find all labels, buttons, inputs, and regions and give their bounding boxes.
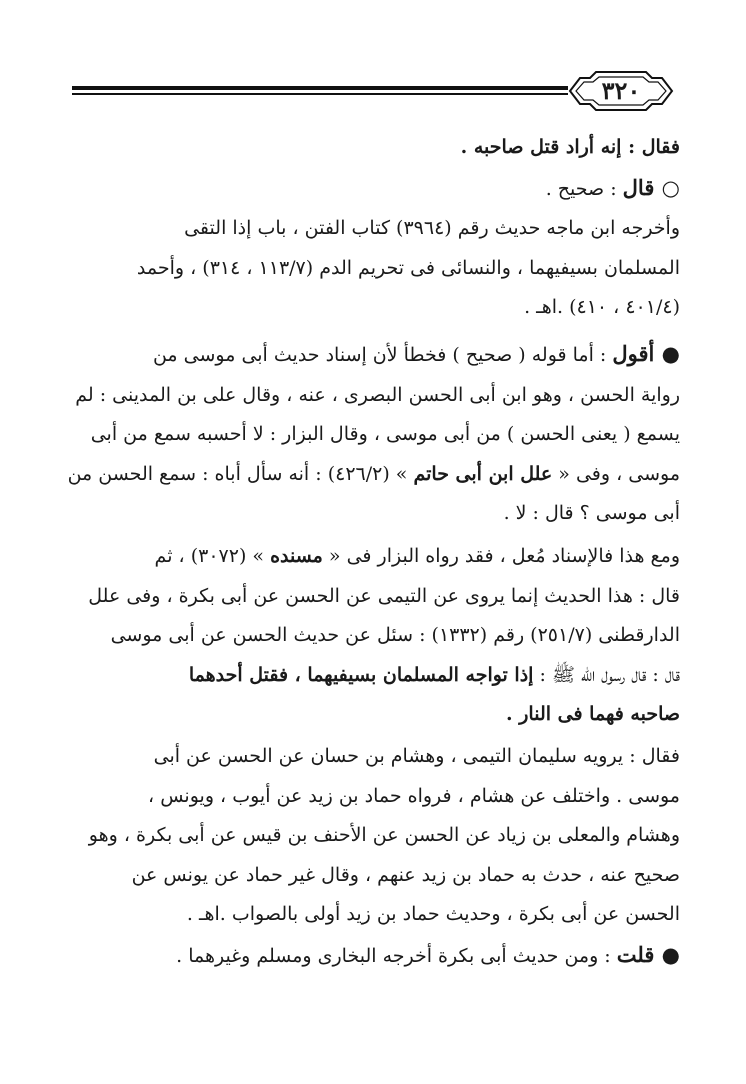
author-marker: ● أقول bbox=[612, 341, 680, 366]
text-line: الدارقطنى (٢٥١/٧) رقم (١٣٣٢) : سئل عن حديث الحسن عن أبى موسى bbox=[110, 624, 680, 646]
text-line bbox=[62, 334, 680, 376]
text-line: موسى . واختلف عن هشام ، فرواه حماد بن زيد عن أيوب ، ويونس ، bbox=[148, 784, 680, 807]
text-line: (٤٠١/٤ ، ٤١٠) .اهـ . bbox=[524, 296, 680, 318]
text-line: الحسن عن أبى بكرة ، وحديث حماد بن زيد أولى بالصواب .اهـ . bbox=[186, 903, 680, 925]
hadith-text: إذا تواجه المسلمان بسيفيهما ، فقتل أحدهما bbox=[188, 663, 534, 686]
text-line bbox=[62, 537, 680, 577]
body-text bbox=[62, 537, 680, 735]
narrator-marker: ○ قال bbox=[622, 174, 680, 200]
text-span: » (٣٠٧٢) ، ثم bbox=[154, 545, 271, 567]
body-text bbox=[62, 334, 680, 534]
text-line: المسلمان بسيفيهما ، والنسائى فى تحريم الدم (١١٣/٧ ، ٣١٤) ، وأحمد bbox=[136, 256, 680, 279]
text-line: قال : هذا الحديث إنما يروى عن التيمى عن الحسن عن أبى بكرة ، وفى علل bbox=[88, 584, 680, 607]
book-title: مسنده bbox=[270, 545, 323, 567]
text-line bbox=[62, 455, 680, 495]
body-text bbox=[62, 737, 680, 976]
text-line: وأخرجه ابن ماجه حديث رقم (٣٩٦٤) كتاب الفتن ، باب إذا التقى bbox=[184, 217, 680, 239]
text-line: أبى موسى ؟ قال : لا . bbox=[503, 502, 680, 524]
text-span: : صحيح . bbox=[545, 177, 623, 200]
page-number: ٣٢٠ bbox=[601, 76, 641, 105]
header-rule-thin bbox=[72, 93, 568, 95]
page-number-ornament bbox=[566, 68, 676, 114]
text-line bbox=[62, 656, 680, 696]
text-line: وهشام والمعلى بن زياد عن الحسن عن الأحنف بن قيس عن أبى بكرة ، وهو bbox=[88, 824, 680, 846]
text-span: ومع هذا فالإسناد مُعل ، فقد رواه البزار فى « bbox=[322, 545, 680, 567]
text-span: : أما قوله ( صحيح ) فخطأ لأن إسناد حديث أبى موسى من bbox=[152, 344, 613, 366]
text-line bbox=[62, 935, 680, 977]
hadith-text: صاحبه فهما فى النار . bbox=[506, 703, 680, 725]
header-rule-thick bbox=[72, 86, 568, 90]
text-line: فقال : إنه أراد قتل صاحبه . bbox=[460, 136, 680, 158]
text-span: » (٤٢٦/٢) : أنه سأل أباه : سمع الحسن من bbox=[67, 462, 414, 485]
book-title: علل ابن أبى حاتم bbox=[413, 462, 553, 485]
text-line: صحيح عنه ، حدث به حماد بن زيد عنهم ، وقال غير حماد عن يونس عن bbox=[131, 863, 680, 886]
text-line: رواية الحسن ، وهو ابن أبى الحسن البصرى ، عنه ، وقال على بن المدينى : لم bbox=[75, 383, 680, 406]
text-span: : ومن حديث أبى بكرة أخرجه البخارى ومسلم وغيرهما . bbox=[176, 944, 617, 967]
text-span: قال : قال رسول الله ﷺ : bbox=[533, 663, 680, 686]
author-marker: ● قلت bbox=[616, 941, 680, 967]
text-line: يسمع ( يعنى الحسن ) من أبى موسى ، وقال البزار : لا أحسبه سمع من أبى bbox=[90, 423, 680, 445]
text-line bbox=[62, 168, 680, 210]
text-span: موسى ، وفى « bbox=[552, 462, 680, 485]
body-text bbox=[62, 128, 680, 328]
text-line: فقال : يرويه سليمان التيمى ، وهشام بن حسان عن الحسن عن أبى bbox=[153, 745, 680, 767]
